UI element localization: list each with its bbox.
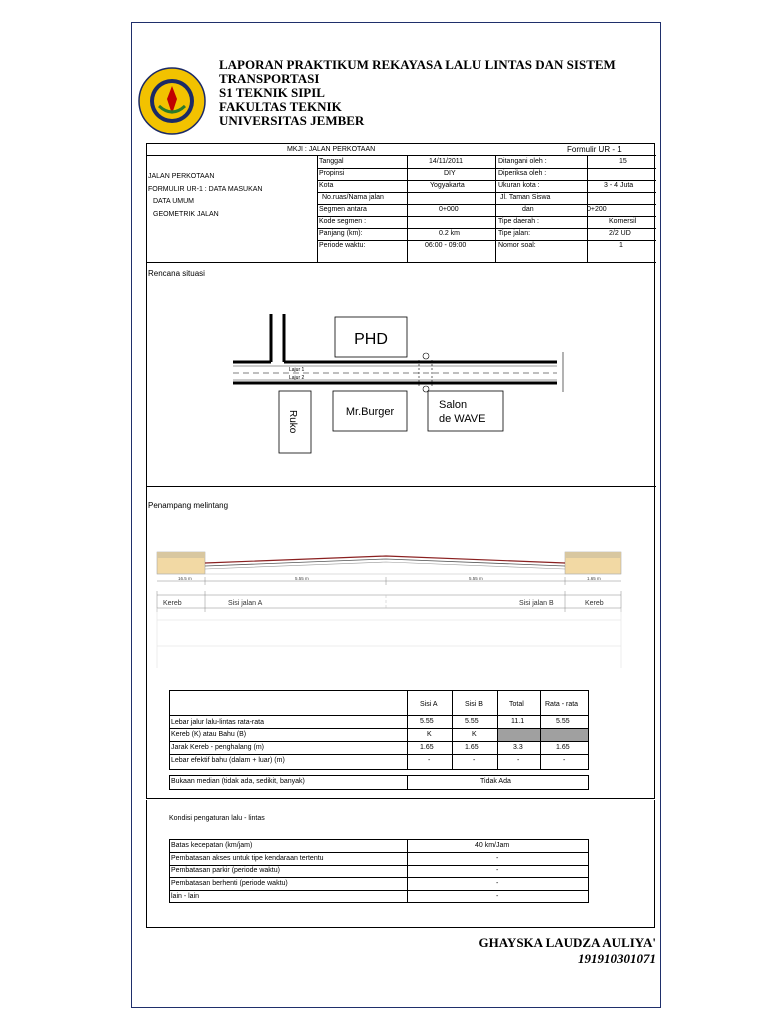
geo-row2-b: 1.65 (465, 744, 479, 751)
row4-label: Segmen antara (319, 206, 367, 213)
row1-value: DIY (444, 170, 456, 177)
median-value: Tidak Ada (480, 778, 511, 785)
geo-row0-b: 5.55 (465, 718, 479, 725)
situasi-plan (147, 292, 656, 492)
dim-left: 16.5 m (178, 576, 192, 581)
geo-row3-total: - (517, 757, 520, 764)
left-label-4: GEOMETRIK JALAN (153, 211, 219, 218)
grey-cell-total (498, 729, 540, 741)
header-title-line4: FAKULTAS TEKNIK (219, 99, 342, 114)
author-nim: 191910301071 (578, 951, 656, 966)
header-title-line1: LAPORAN PRAKTIKUM REKAYASA LALU LINTAS DAN SISTEM (219, 57, 616, 72)
kondisi-row1-label: Pembatasan akses untuk tipe kendaraan tertentu (171, 855, 324, 862)
row7-label2: Nomor soal: (498, 242, 536, 249)
dim-right: 1.65 m (587, 576, 601, 581)
geo-row3-avg: - (563, 757, 566, 764)
row6-value: 0.2 km (439, 230, 461, 237)
salon-building (428, 391, 503, 431)
row4-label2: dan (522, 206, 534, 213)
kondisi-row2-value: - (496, 867, 499, 874)
lajur1-label: Lajur 1 (289, 367, 305, 373)
geo-row1-a: K (427, 731, 432, 738)
row7-value2: 1 (619, 242, 623, 249)
row7-value: 06:00 - 09:00 (425, 242, 467, 249)
row6-label2: Tipe jalan: (498, 230, 531, 237)
row2-value: Yogyakarta (430, 182, 465, 189)
row0-label2: Ditangani oleh : (498, 158, 547, 165)
col-header-rata: Rata - rata (545, 701, 579, 708)
sisi-b-label: Sisi jalan B (519, 600, 554, 607)
left-label-1: JALAN PERKOTAAN (148, 173, 215, 180)
row2-label2: Ukuran kota : (498, 182, 540, 189)
geo-row2-total: 3.3 (513, 744, 523, 751)
geo-row0-label: Lebar jalur lalu-lintas rata-rata (171, 719, 264, 726)
geo-row2-a: 1.65 (420, 744, 434, 751)
row1-label: Propinsi (319, 170, 345, 177)
kondisi-row0-value: 40 km/Jam (475, 842, 510, 849)
kereb-left-label: Kereb (163, 600, 182, 607)
formulir-label: Formulir UR - 1 (567, 145, 622, 154)
kereb-right-label: Kereb (585, 600, 604, 607)
mkji-label: MKJI : JALAN PERKOTAAN (287, 146, 376, 153)
geo-row3-a: - (428, 757, 431, 764)
col-header-total: Total (509, 701, 524, 708)
col-header-sisi-b: Sisi B (465, 701, 483, 708)
row0-value2: 15 (619, 158, 627, 165)
left-label-3: DATA UMUM (153, 198, 194, 205)
row5-label2: Tipe daerah : (498, 218, 539, 225)
sisi-a-label: Sisi jalan A (228, 600, 263, 607)
geo-row3-label: Lebar efektif bahu (dalam + luar) (m) (171, 757, 285, 764)
geo-row1-b: K (472, 731, 477, 738)
salon-label-2: de WAVE (439, 413, 486, 425)
university-logo (137, 66, 207, 136)
kondisi-row2-label: Pembatasan parkir (periode waktu) (171, 867, 280, 874)
kondisi-row4-value: - (496, 893, 499, 900)
dim-mid-right: 5.55 m (469, 576, 483, 581)
penampang-melintang-label: Penampang melintang (148, 501, 229, 510)
row2-value2: 3 - 4 Juta (604, 182, 634, 189)
row5-value2: Komersil (609, 218, 637, 225)
kondisi-row1-value: - (496, 855, 499, 862)
salon-label-1: Salon (439, 399, 468, 411)
author-name: GHAYSKA LAUDZA AULIYA' (478, 935, 656, 950)
row1-label2: Diperiksa oleh : (498, 170, 547, 177)
row4-value2: 0+200 (587, 206, 607, 213)
kondisi-row4-label: lain - lain (171, 893, 200, 900)
phd-label: PHD (354, 331, 388, 348)
geo-row0-total: 11.1 (511, 718, 525, 725)
left-label-2: FORMULIR UR-1 : DATA MASUKAN (148, 186, 263, 193)
header-title-line3: S1 TEKNIK SIPIL (219, 85, 325, 100)
row6-label: Panjang (km): (319, 230, 363, 237)
geo-row2-avg: 1.65 (556, 744, 570, 751)
header-title-line5: UNIVERSITAS JEMBER (219, 113, 365, 128)
row0-value: 14/11/2011 (429, 158, 463, 165)
kondisi-row0-label: Batas kecepatan (km/jam) (171, 842, 253, 849)
header-title-line2: TRANSPORTASI (219, 71, 320, 86)
row4-value: 0+000 (439, 206, 459, 213)
geo-row1-label: Kereb (K) atau Bahu (B) (171, 731, 247, 738)
row7-label: Periode waktu: (319, 242, 366, 249)
row2-label: Kota (319, 182, 334, 189)
col-header-sisi-a: Sisi A (420, 701, 438, 708)
row5-label: Kode segmen : (319, 218, 367, 225)
geo-row0-avg: 5.55 (556, 718, 570, 725)
row3-label: No.ruas/Nama jalan (322, 194, 384, 201)
kondisi-row3-value: - (496, 880, 499, 887)
row6-value2: 2/2 UD (609, 230, 631, 237)
row0-label: Tanggal (319, 158, 344, 165)
geo-row3-b: - (473, 757, 476, 764)
median-label: Bukaan median (tidak ada, sedikit, banyak) (171, 778, 305, 785)
lajur2-label: Lajur 2 (289, 375, 305, 381)
report-header (219, 58, 616, 128)
form-ur1 (146, 143, 655, 799)
kondisi-section (146, 800, 655, 928)
rencana-situasi-label: Rencana situasi (148, 269, 205, 278)
kondisi-title: Kondisi pengaturan lalu - lintas (169, 815, 265, 822)
ruko-label: Ruko (287, 410, 298, 434)
geo-row2-label: Jarak Kereb - penghalang (m) (171, 744, 264, 751)
mrburger-label: Mr.Burger (345, 406, 395, 418)
dim-mid-left: 5.55 m (295, 576, 309, 581)
cross-section (147, 548, 656, 678)
kondisi-row3-label: Pembatasan berhenti (periode waktu) (171, 880, 288, 887)
grey-cell-avg (541, 729, 588, 741)
row3-label2: Jl. Taman Siswa (500, 194, 551, 201)
geo-row0-a: 5.55 (420, 718, 434, 725)
